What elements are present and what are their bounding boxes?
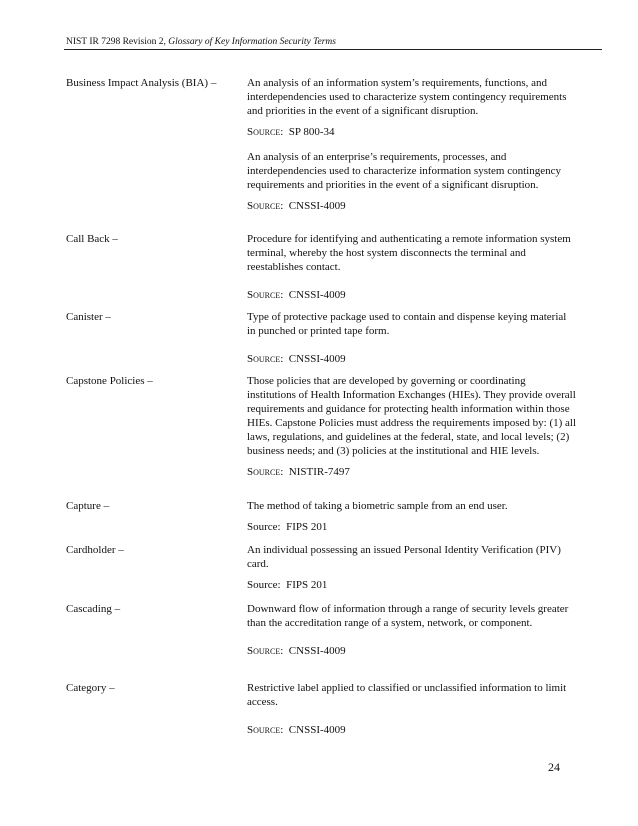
header-doc-title: Glossary of Key Information Security Terms bbox=[168, 37, 336, 47]
entry-definitions bbox=[247, 681, 577, 737]
entry-definitions bbox=[247, 232, 577, 302]
definition-source bbox=[247, 578, 577, 592]
source-label: Source: bbox=[247, 579, 281, 591]
entry-term: Canister – bbox=[66, 311, 111, 323]
entry-term: Capstone Policies – bbox=[66, 375, 153, 387]
source-value: FIPS 201 bbox=[286, 521, 328, 533]
source-value: NISTIR-7497 bbox=[288, 466, 350, 478]
source-label: Source: bbox=[247, 724, 284, 736]
entry-definitions bbox=[247, 602, 577, 658]
source-label: Source: bbox=[247, 289, 284, 301]
definition-source bbox=[247, 352, 577, 366]
definition-source bbox=[247, 288, 577, 302]
definition-text: An analysis of an information system’s requirements, functions, and interdependencies used to characterize system contingency requirements and priorities in the event of a significant disruption. bbox=[247, 77, 567, 117]
entry-definitions bbox=[247, 374, 577, 479]
source-label: Source: bbox=[247, 521, 281, 533]
entry-definitions bbox=[247, 310, 577, 366]
source-value: SP 800-34 bbox=[288, 126, 335, 138]
page-number: 24 bbox=[548, 760, 560, 774]
entry-definitions bbox=[247, 543, 577, 592]
definition-text: An individual possessing an issued Personal Identity Verification (PIV) card. bbox=[247, 544, 561, 570]
definition-source bbox=[247, 199, 577, 213]
source-label: Source: bbox=[247, 645, 284, 657]
definition-source bbox=[247, 723, 577, 737]
entry-term: Cascading – bbox=[66, 603, 121, 615]
definition-text: The method of taking a biometric sample from an end user. bbox=[247, 500, 508, 512]
definition-text: Restrictive label applied to classified or unclassified information to limit access. bbox=[247, 682, 567, 708]
definition-source bbox=[247, 520, 577, 534]
source-value: CNSSI-4009 bbox=[288, 645, 346, 657]
entry-term: Category – bbox=[66, 682, 115, 694]
definition-text: An analysis of an enterprise’s requirements, processes, and interdependencies used to characterize information system contingency requirements and priorities in the event of a significant disruption. bbox=[247, 151, 561, 191]
source-value: CNSSI-4009 bbox=[288, 200, 346, 212]
definition-source bbox=[247, 465, 577, 479]
definition-text: Those policies that are developed by governing or coordinating institutions of Health Information Exchanges (HIEs). They provide overall requirements and guidance for protecting health information within those HIEs. Capstone Policies must address the requirements imposed by: (1) all laws, regulations, and guidelines at the federal, state, and local levels; (2) business needs; and (3) policies at the institutional and HIE levels. bbox=[247, 375, 577, 457]
source-label: Source: bbox=[247, 466, 284, 478]
definition-text: Downward flow of information through a range of security levels greater than the accreditation range of a system, network, or component. bbox=[247, 603, 569, 629]
header-doc-id: NIST IR 7298 Revision 2, bbox=[66, 37, 166, 47]
definition-source bbox=[247, 644, 577, 658]
definition-source bbox=[247, 125, 577, 139]
entry-definitions bbox=[247, 76, 577, 213]
source-value: FIPS 201 bbox=[286, 579, 328, 591]
definition-text: Procedure for identifying and authenticating a remote information system terminal, whereby the host system disconnects the terminal and reestablishes contact. bbox=[247, 233, 571, 273]
entry-term: Call Back – bbox=[66, 233, 118, 245]
header-divider bbox=[64, 49, 602, 50]
source-label: Source: bbox=[247, 200, 284, 212]
source-value: CNSSI-4009 bbox=[288, 289, 346, 301]
page-header bbox=[66, 36, 601, 48]
entry-definitions bbox=[247, 499, 577, 534]
entry-term: Business Impact Analysis (BIA) – bbox=[66, 77, 217, 89]
entry-term: Cardholder – bbox=[66, 544, 124, 556]
source-label: Source: bbox=[247, 353, 284, 365]
source-label: Source: bbox=[247, 126, 284, 138]
source-value: CNSSI-4009 bbox=[288, 724, 346, 736]
definition-text: Type of protective package used to contain and dispense keying material in punched or printed tape form. bbox=[247, 311, 567, 337]
entry-term: Capture – bbox=[66, 500, 110, 512]
source-value: CNSSI-4009 bbox=[288, 353, 346, 365]
